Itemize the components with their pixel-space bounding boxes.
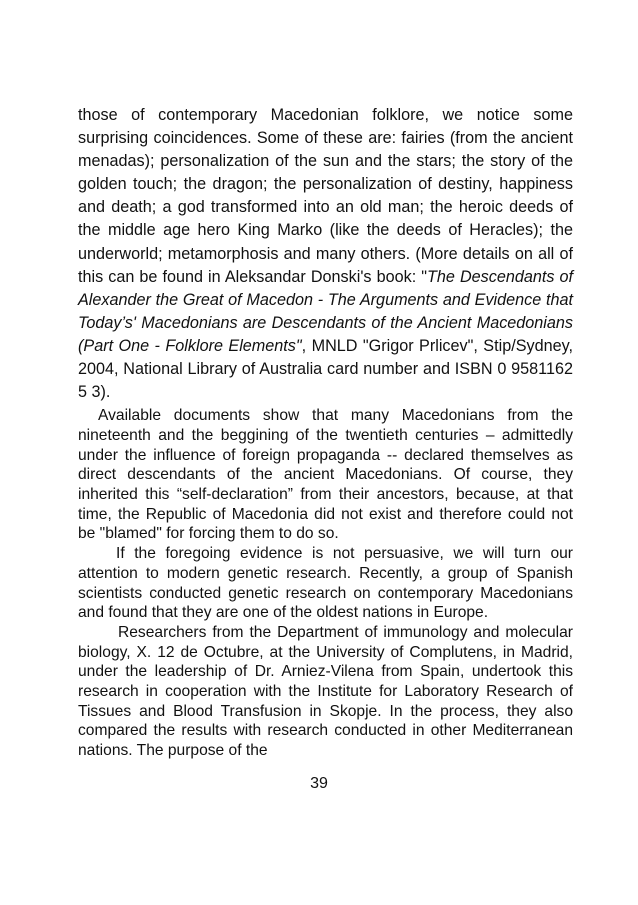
text-block-bottom: [78, 406, 573, 761]
page-body: [78, 104, 573, 761]
text-block-top: [78, 104, 573, 404]
paragraph-1-text-start: those of contemporary Macedonian folklore, we notice some surprising coincidences. Some of these are: fairies (from the ancient menadas); personalization of the sun and the stars; the story of the golden touch; the dragon; the personalization of destiny, happiness and death; a god transformed into an old man; the heroic deeds of the middle age hero King Marko (like the deeds of Heracles); the underworld; metamorphosis and many others. (More details on all of this can be found in Aleksandar Donski's book: ": [78, 106, 573, 286]
page-number: 39: [310, 775, 328, 792]
paragraph-available-documents: Available documents show that many Macedonians from the nineteenth and the beggining of the twentieth centuries – admittedly under the influence of foreign propaganda -- declared themselves as direct descendants of the ancient Macedonians. Of course, they inherited this “self-declaration” from their ancestors, because, at that time, the Republic of Macedonia did not exist and therefore could not be "blamed" for forcing them to do so.: [78, 407, 573, 543]
book-title: The Descendants of Alexander the Great of Macedon - The Arguments and Evidence that Today’s' Macedonians are Descendants of the Ancient Macedonians (Part One - Folklore Elements": [78, 267, 574, 355]
paragraph-folklore-coincidences: [78, 104, 573, 404]
paragraph-1-text-end: , MNLD "Grigor Prlicev", Stip/Sydney, 2004, National Library of Australia card number and ISBN 0 9581162 5 3).: [78, 336, 573, 402]
paragraph-genetic-research: If the foregoing evidence is not persuasive, we will turn our attention to modern genetic research. Recently, a group of Spanish scientists conducted genetic research on contemporary Macedonians and found that they are one of the oldest nations in Europe.: [78, 545, 573, 622]
paragraph-researchers: Researchers from the Department of immunology and molecular biology, X. 12 de Octubre, at the University of Complutens, in Madrid, under the leadership of Dr. Arniez-Vilena from Spain, undertook this research in cooperation with the Institute for Laboratory Research of Tissues and Blood Transfusion in Skopje. In the process, they also compared the results with research conducted in other Mediterranean nations. The purpose of the: [78, 623, 573, 760]
